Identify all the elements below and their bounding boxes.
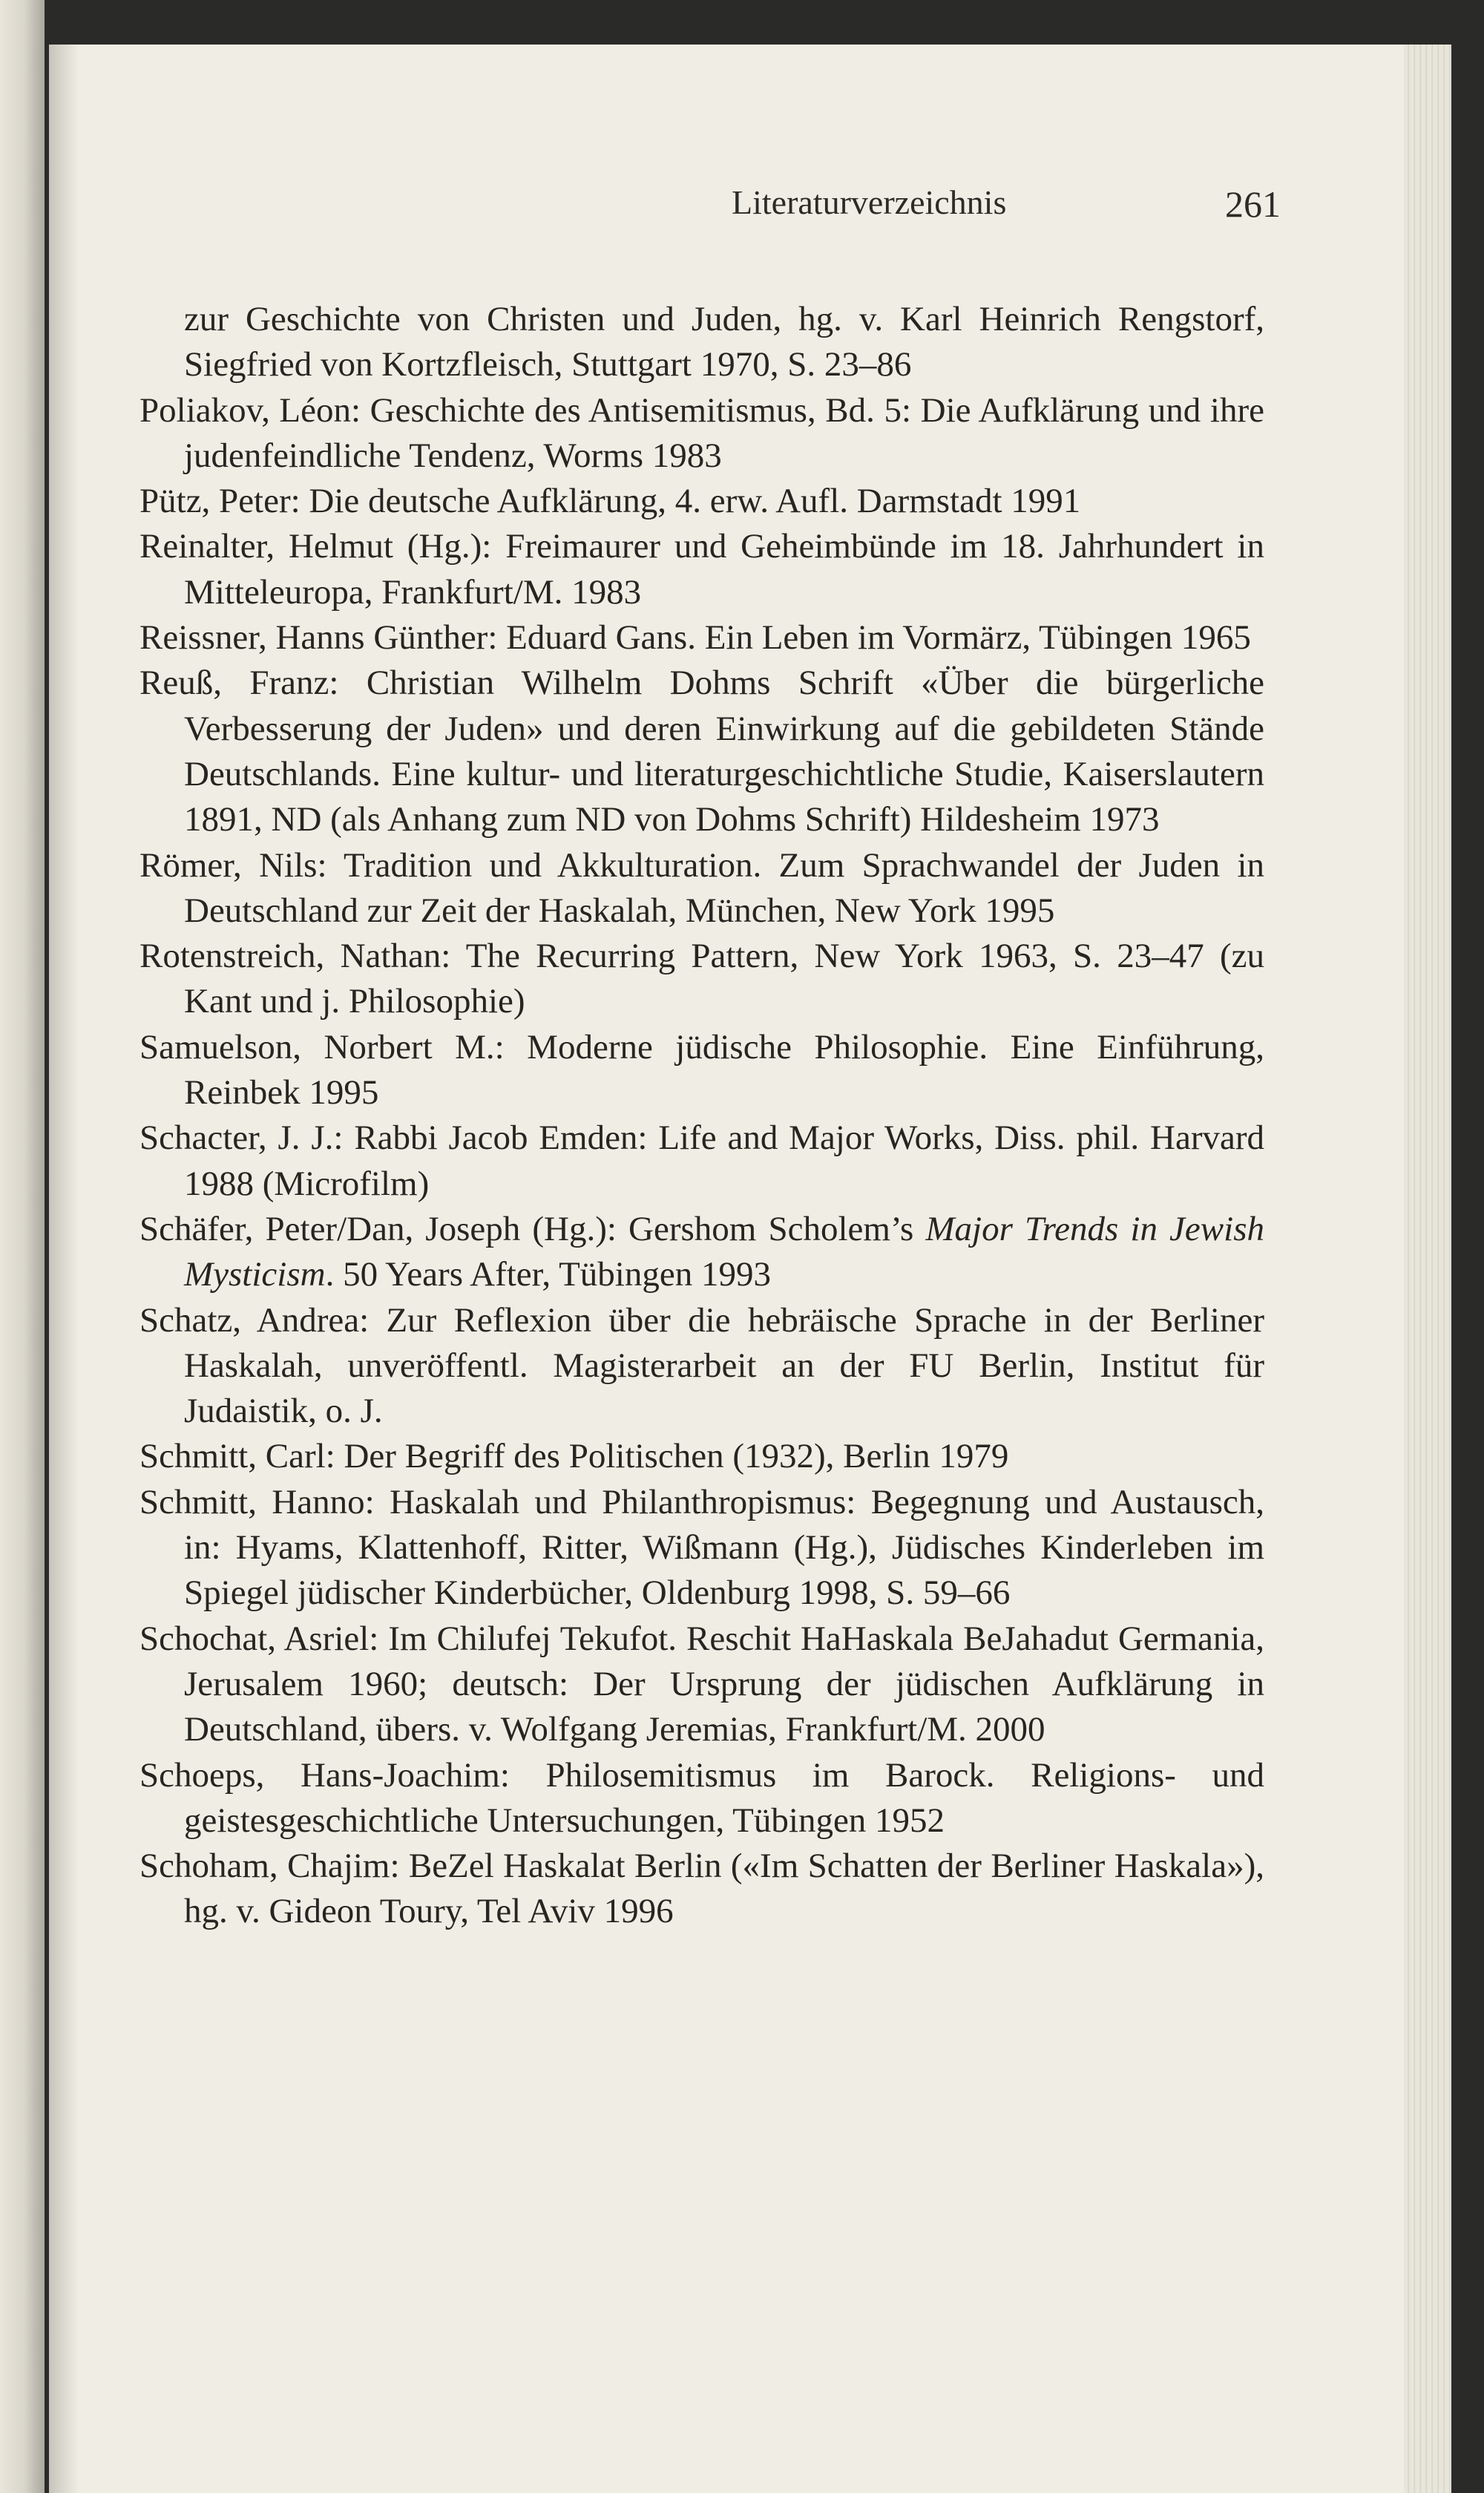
page-number: 261: [1225, 183, 1281, 225]
bibliography-entry: Schmitt, Carl: Der Begriff des Politischen (1932), Berlin 1979: [139, 1437, 1009, 1476]
facing-page-edge: [0, 0, 45, 2493]
bibliography-entry: Schacter, J. J.: Rabbi Jacob Emden: Life and Major Works, Diss. phil. Harvard 1988 (Microfilm): [139, 1118, 1264, 1203]
bibliography-entry: Schatz, Andrea: Zur Reflexion über die hebräische Sprache in der Berliner Haskalah, unveröffentl. Magisterarbeit an der FU Berlin, Institut für Judaistik, o. J.: [139, 1300, 1264, 1431]
bibliography-list: [139, 297, 1264, 1935]
bibliography-entry: Poliakov, Léon: Geschichte des Antisemitismus, Bd. 5: Die Aufklärung und ihre judenfeindliche Tendenz, Worms 1983: [139, 390, 1264, 475]
bibliography-entry: Schmitt, Hanno: Haskalah und Philanthropismus: Begegnung und Austausch, in: Hyams, Klattenhoff, Ritter, Wißmann (Hg.), Jüdisches Kinderleben im Spiegel jüdischer Kinderbücher, Oldenburg 1998, S. 59–66: [139, 1482, 1264, 1613]
book-page: [49, 45, 1451, 2493]
running-header: [732, 183, 1281, 235]
bibliography-entry: Römer, Nils: Tradition und Akkulturation. Zum Sprachwandel der Juden in Deutschland zur Zeit der Haskalah, München, New York 1995: [139, 845, 1264, 930]
entry-title-italic: Major Trends in Jewish Mysticism: [184, 1209, 1264, 1294]
entry-text: Schäfer, Peter/Dan, Joseph (Hg.): Gershom Scholem’s: [139, 1209, 926, 1248]
bibliography-entry: Reinalter, Helmut (Hg.): Freimaurer und Geheimbünde im 18. Jahrhundert in Mitteleuropa, Frankfurt/M. 1983: [139, 527, 1264, 612]
entry-text: . 50 Years After, Tübingen 1993: [325, 1255, 771, 1294]
bibliography-entry: Rotenstreich, Nathan: The Recurring Pattern, New York 1963, S. 23–47 (zu Kant und j. Philosophie): [139, 937, 1264, 1021]
bibliography-entry: Reuß, Franz: Christian Wilhelm Dohms Schrift «Über die bürgerliche Verbesserung der Juden» und deren Einwirkung auf die gebildeten Stände Deutschlands. Eine kultur- und literaturgeschichtliche Studie, Kaiserslautern 1891, ND (als Anhang zum ND von Dohms Schrift) Hildesheim 1973: [139, 664, 1264, 839]
page-stack-edges: [1404, 45, 1451, 2493]
running-title: Literaturverzeichnis: [732, 183, 1007, 221]
bibliography-entry: Schoham, Chajim: BeZel Haskalat Berlin («Im Schatten der Berliner Haskala»), hg. v. Gideon Toury, Tel Aviv 1996: [139, 1847, 1264, 1931]
gutter-shadow: [49, 45, 79, 2493]
bibliography-entry: Reissner, Hanns Günther: Eduard Gans. Ein Leben im Vormärz, Tübingen 1965: [139, 618, 1251, 658]
bibliography-entry: [139, 1207, 1264, 1298]
bibliography-entry: Samuelson, Norbert M.: Moderne jüdische Philosophie. Eine Einführung, Reinbek 1995: [139, 1027, 1264, 1113]
bibliography-entry: Pütz, Peter: Die deutsche Aufklärung, 4. erw. Aufl. Darmstadt 1991: [139, 482, 1081, 521]
bibliography-entry: Schoeps, Hans-Joachim: Philosemitismus im Barock. Religions- und geistesgeschichtliche Untersuchungen, Tübingen 1952: [139, 1755, 1264, 1840]
bibliography-entry: Schochat, Asriel: Im Chilufej Tekufot. Reschit HaHaskala BeJahadut Germania, Jerusalem 1960; deutsch: Der Ursprung der jüdischen Aufklärung in Deutschland, übers. v. Wolfgang Jeremias, Frankfurt/M. 2000: [139, 1619, 1264, 1749]
bibliography-entry: zur Geschichte von Christen und Juden, hg. v. Karl Heinrich Rengstorf, Siegfried von Kortzfleisch, Stuttgart 1970, S. 23–86: [184, 300, 1264, 384]
